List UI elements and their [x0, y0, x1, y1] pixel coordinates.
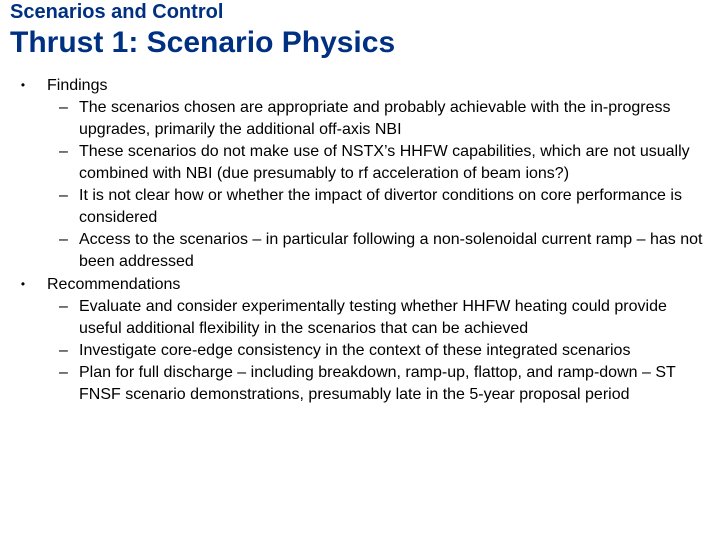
- bullet-dot-icon: •: [20, 277, 26, 291]
- dash-icon: –: [59, 143, 68, 160]
- sub-bullet-text: Investigate core-edge consistency in the context of these integrated scenarios: [79, 342, 631, 359]
- sub-bullet-text: Access to the scenarios – in particular following a non-solenoidal current ramp – has not been addressed: [79, 231, 703, 270]
- slide-title: Thrust 1: Scenario Physics: [10, 26, 396, 59]
- sub-bullet-text: Evaluate and consider experimentally testing whether HHFW heating could provide useful additional flexibility in the scenarios that can be achieved: [79, 298, 667, 337]
- sub-bullet-text: Plan for full discharge – including breakdown, ramp-up, flattop, and ramp-down – ST FNSF scenario demonstrations, presumably late in the 5-year proposal period: [79, 364, 676, 403]
- sub-bullet-item: [47, 340, 710, 362]
- sub-bullet-list: [47, 97, 710, 273]
- bullet-list: [18, 74, 710, 406]
- slide-header: [10, 0, 710, 60]
- sub-bullet-item: [47, 296, 710, 340]
- sub-bullet-item: [47, 97, 710, 141]
- section-kicker: Scenarios and Control: [10, 1, 224, 23]
- dash-icon: –: [59, 99, 68, 116]
- dash-icon: –: [59, 187, 68, 204]
- sub-bullet-text: These scenarios do not make use of NSTX’s HHFW capabilities, which are not usually combined with NBI (due presumably to rf acceleration of beam ions?): [79, 143, 690, 182]
- dash-icon: –: [59, 364, 68, 381]
- sub-bullet-text: It is not clear how or whether the impact of divertor conditions on core performance is considered: [79, 187, 682, 226]
- sub-bullet-item: [47, 229, 710, 273]
- bullet-findings: [18, 74, 710, 273]
- dash-icon: –: [59, 298, 68, 315]
- bullet-dot-icon: •: [20, 78, 26, 92]
- sub-bullet-list: [47, 296, 710, 406]
- sub-bullet-item: [47, 141, 710, 185]
- sub-bullet-text: The scenarios chosen are appropriate and probably achievable with the in-progress upgrades, primarily the additional off-axis NBI: [79, 99, 671, 138]
- bullet-label: Recommendations: [47, 276, 181, 293]
- bullet-label: Findings: [47, 77, 108, 94]
- dash-icon: –: [59, 231, 68, 248]
- sub-bullet-item: [47, 185, 710, 229]
- dash-icon: –: [59, 342, 68, 359]
- bullet-recommendations: [18, 273, 710, 406]
- slide-body: [18, 74, 710, 406]
- sub-bullet-item: [47, 362, 710, 406]
